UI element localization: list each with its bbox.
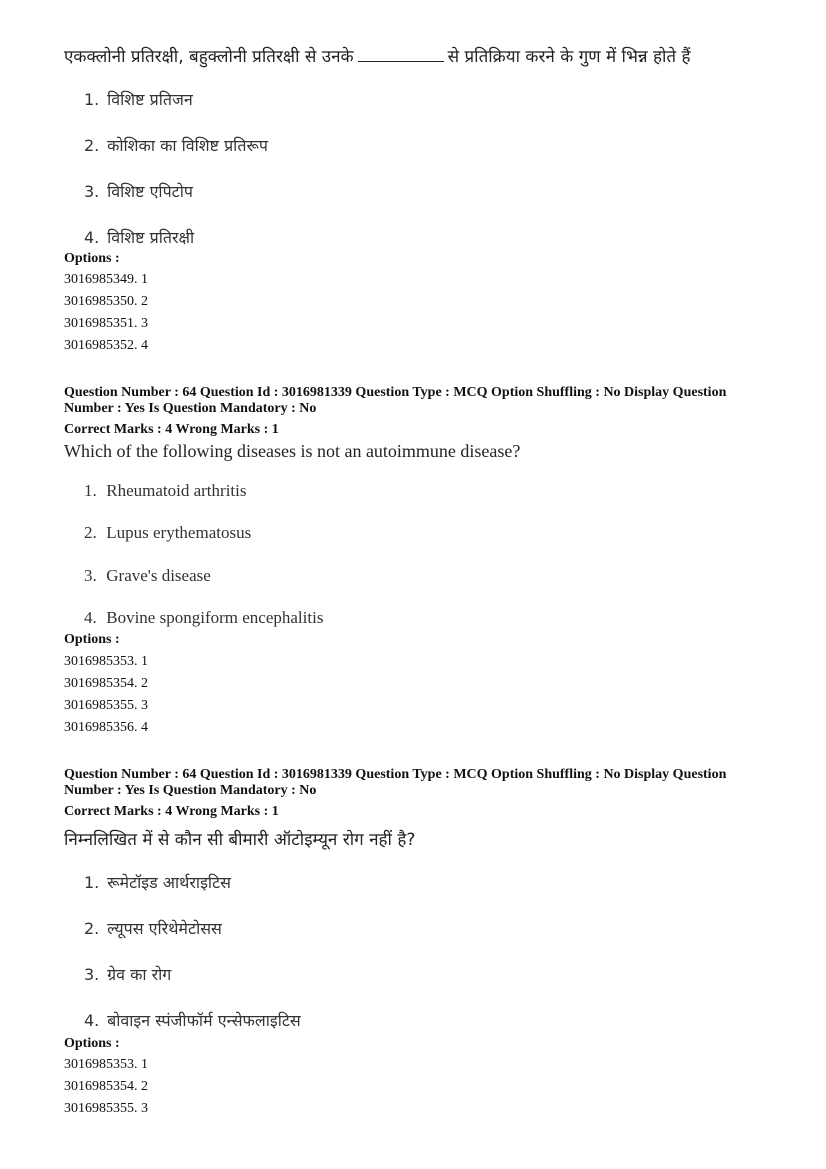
option-id: 3016985350. 2	[64, 294, 148, 309]
answer-option: 4. विशिष्ट प्रतिरक्षी	[84, 228, 195, 247]
options-label: Options :	[64, 1036, 120, 1051]
option-id: 3016985354. 2	[64, 1079, 148, 1094]
options-label: Options :	[64, 251, 120, 266]
fill-blank	[358, 47, 444, 62]
option-id: 3016985356. 4	[64, 720, 148, 735]
option-id: 3016985355. 3	[64, 698, 148, 713]
answer-option: 1. Rheumatoid arthritis	[84, 481, 247, 500]
option-id: 3016985351. 3	[64, 316, 148, 331]
answer-option: 3. ग्रेव का रोग	[84, 965, 172, 984]
question-text: Which of the following diseases is not an autoimmune disease?	[64, 441, 521, 461]
question-text: निम्नलिखित में से कौन सी बीमारी ऑटोइम्यून रोग नहीं है?	[64, 830, 416, 850]
answer-option: 1. विशिष्ट प्रतिजन	[84, 90, 193, 109]
answer-option: 1. रूमेटॉइड आर्थराइटिस	[84, 873, 231, 892]
option-id: 3016985349. 1	[64, 272, 148, 287]
options-label: Options :	[64, 632, 120, 647]
question-text-part: एकक्लोनी प्रतिरक्षी, बहुक्लोनी प्रतिरक्षी से उनके	[64, 47, 354, 67]
option-id: 3016985355. 3	[64, 1101, 148, 1116]
question-marks: Correct Marks : 4 Wrong Marks : 1	[64, 422, 279, 437]
answer-option: 2. Lupus erythematosus	[84, 523, 252, 542]
answer-option: 2. कोशिका का विशिष्ट प्रतिरूप	[84, 136, 268, 155]
question-meta: Question Number : 64 Question Id : 3016981339 Question Type : MCQ Option Shuffling : No Display Question Number : Yes Is Question Mandatory : No	[64, 385, 727, 416]
option-id: 3016985353. 1	[64, 654, 148, 669]
option-id: 3016985353. 1	[64, 1057, 148, 1072]
question-text-part: से प्रतिक्रिया करने के गुण में भिन्न होते हैं	[447, 47, 691, 67]
option-id: 3016985352. 4	[64, 338, 148, 353]
answer-option: 4. Bovine spongiform encephalitis	[84, 608, 324, 627]
question-marks: Correct Marks : 4 Wrong Marks : 1	[64, 804, 279, 819]
question-text	[64, 44, 691, 67]
answer-option: 3. Grave's disease	[84, 566, 211, 585]
answer-option: 2. ल्यूपस एरिथेमेटोसस	[84, 919, 222, 938]
option-id: 3016985354. 2	[64, 676, 148, 691]
answer-option: 4. बोवाइन स्पंजीफॉर्म एन्सेफलाइटिस	[84, 1011, 301, 1030]
answer-option: 3. विशिष्ट एपिटोप	[84, 182, 193, 201]
question-meta: Question Number : 64 Question Id : 3016981339 Question Type : MCQ Option Shuffling : No Display Question Number : Yes Is Question Mandatory : No	[64, 767, 727, 798]
